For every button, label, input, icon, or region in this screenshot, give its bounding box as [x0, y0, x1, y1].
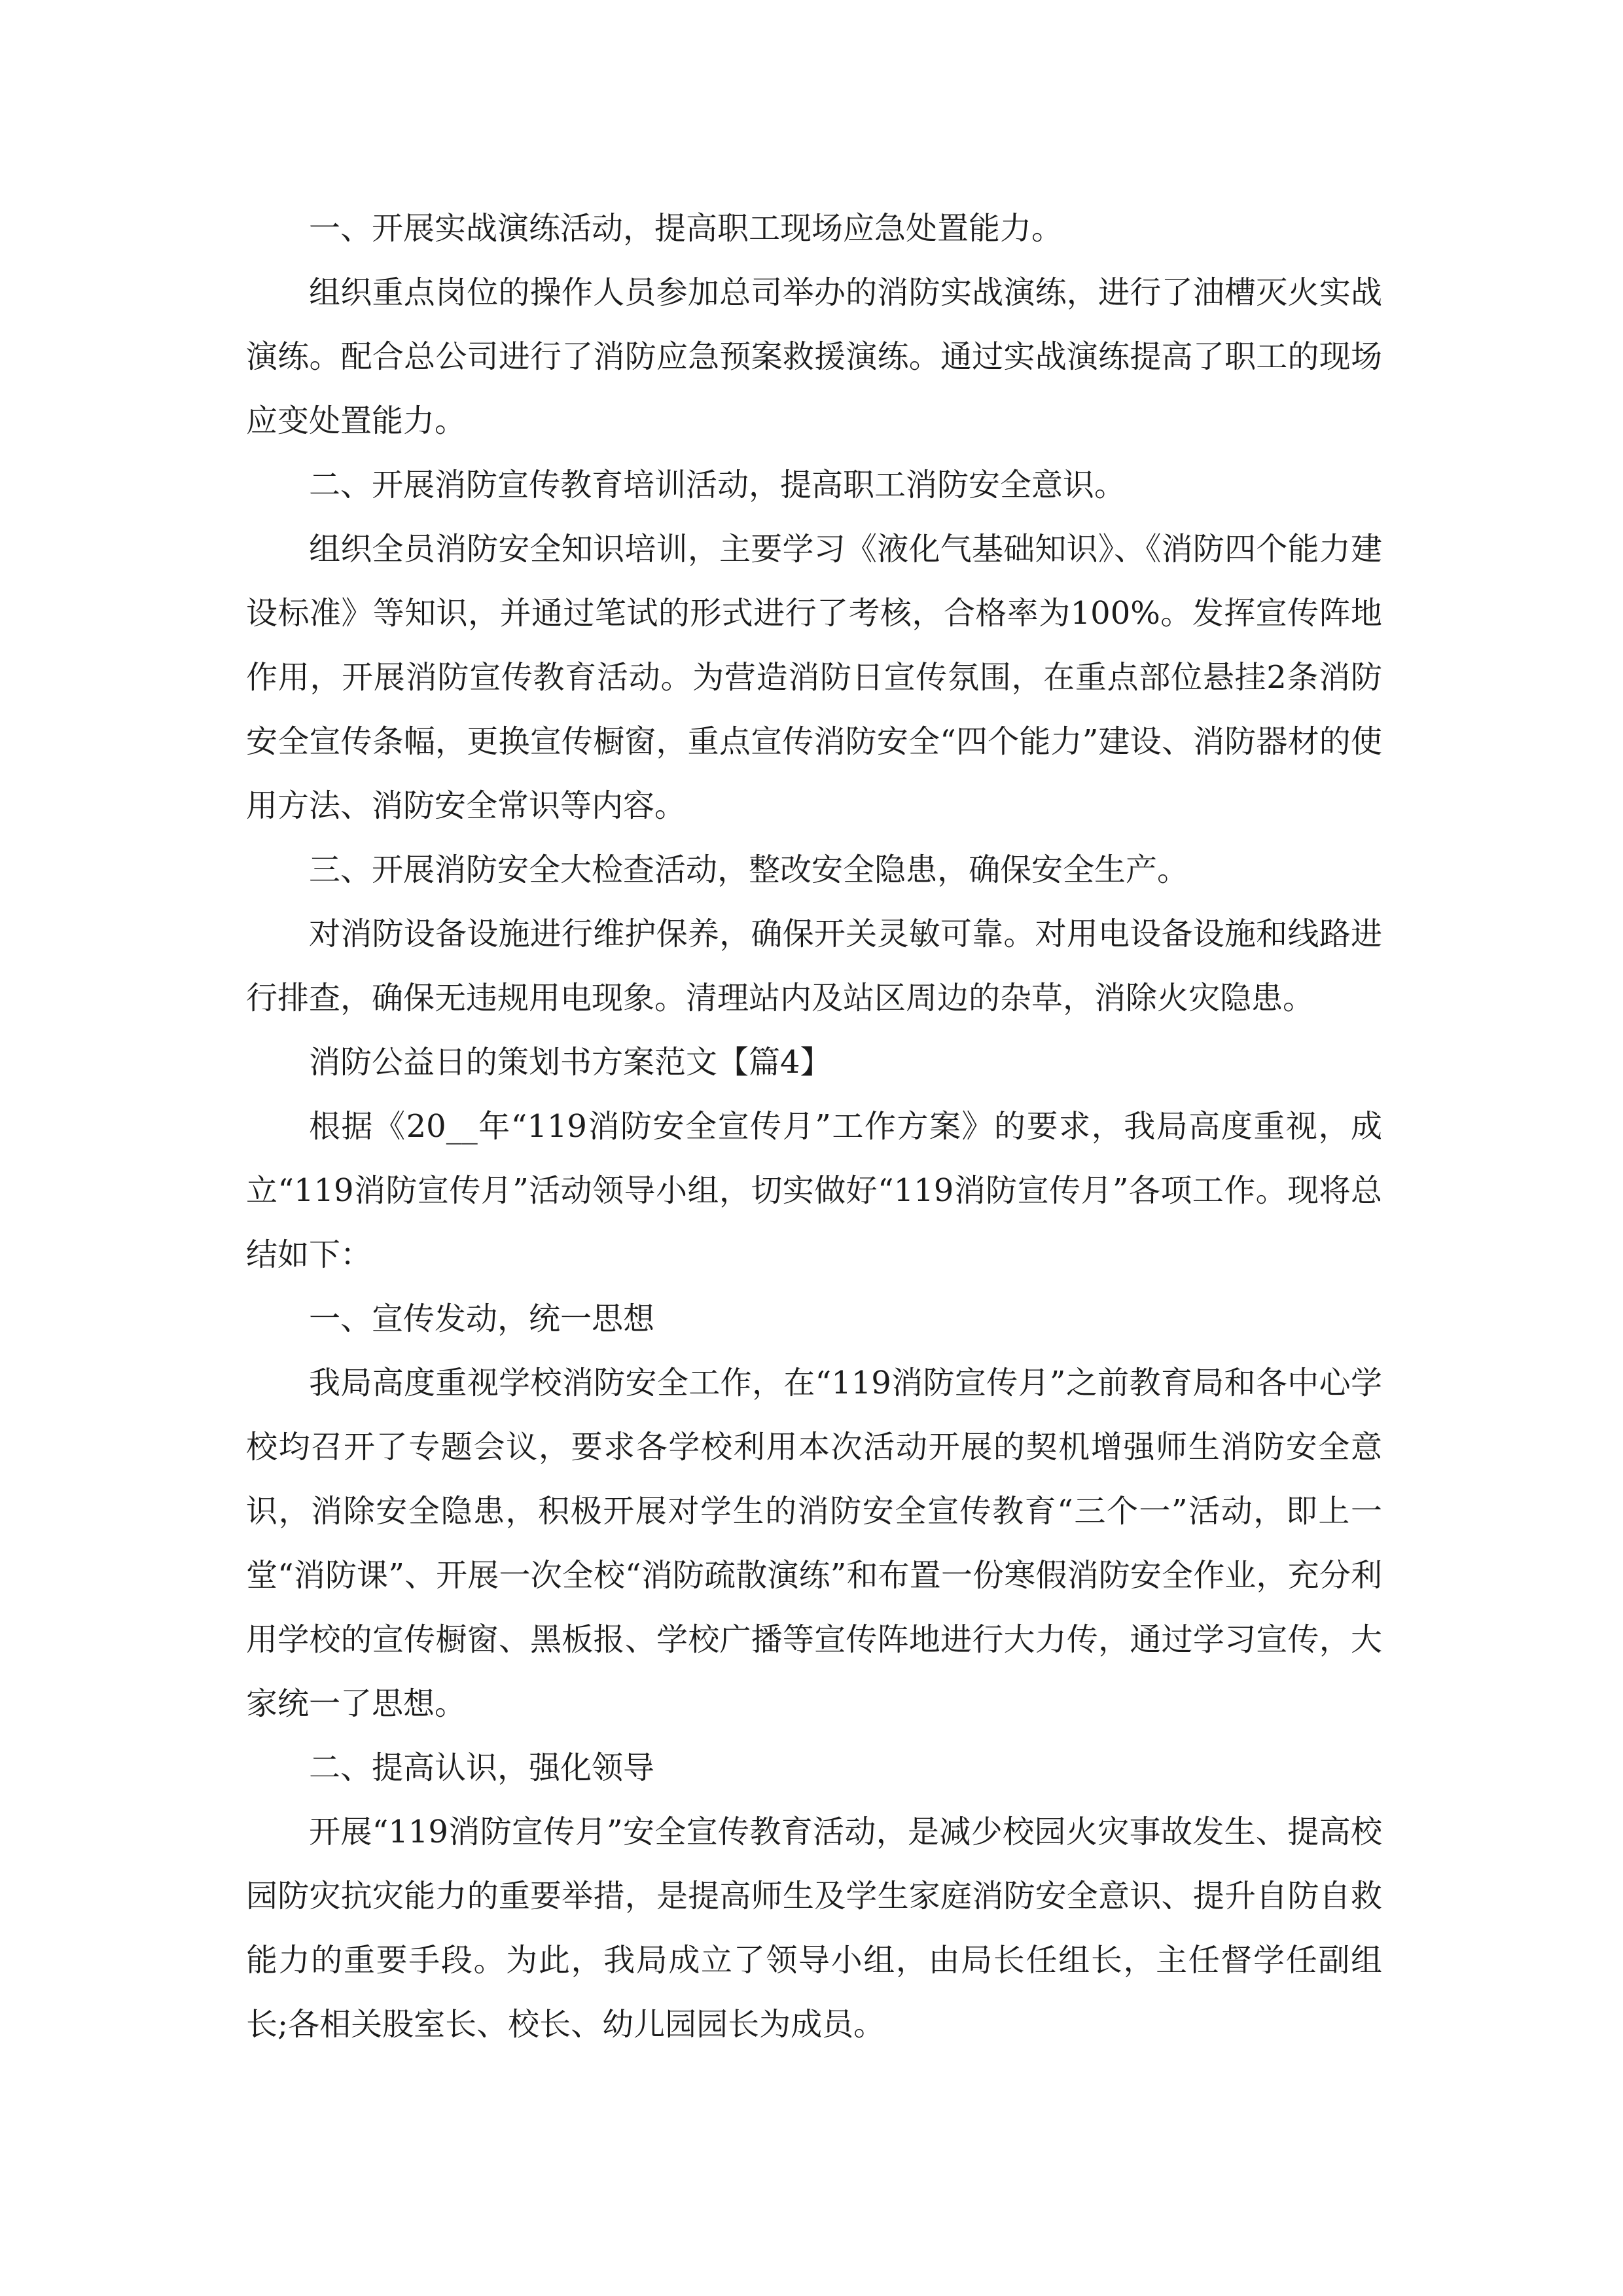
paragraph-leadership-details: 开展“119消防宣传月”安全宣传教育活动，是减少校园火灾事故发生、提高校园防灾抗灾能力的重要举措，是提高师生及学生家庭消防安全意识、提升自防自救能力的重要手段。为此，我局成立了领导小组，由局长任组长，主任督学任副组长;各相关股室长、校长、幼儿园园长为成员。: [246, 1814, 1382, 2043]
document-body: [246, 196, 1382, 2056]
heading-mobilization: 一、宣传发动，统一思想: [309, 1300, 655, 1337]
heading-leadership: 二、提高认识，强化领导: [309, 1749, 655, 1786]
paragraph-training-details: 组织全员消防安全知识培训，主要学习《液化气基础知识》、《消防四个能力建设标准》等知识，并通过笔试的形式进行了考核，合格率为100%。发挥宣传阵地作用，开展消防宣传教育活动。为营造消防日宣传氛围，在重点部位悬挂2条消防安全宣传条幅，更换宣传橱窗，重点宣传消防安全“四个能力”建设、消防器材的使用方法、消防安全常识等内容。: [246, 531, 1382, 824]
heading-publicity-training: 二、开展消防宣传教育培训活动，提高职工消防安全意识。: [309, 467, 1126, 503]
paragraph-intro: 根据《20__年“119消防安全宣传月”工作方案》的要求，我局高度重视，成立“119消防宣传月”活动领导小组，切实做好“119消防宣传月”各项工作。现将总结如下：: [246, 1108, 1382, 1273]
paragraph-drill-details: 组织重点岗位的操作人员参加总司举办的消防实战演练，进行了油槽灭火实战演练。配合总公司进行了消防应急预案救援演练。通过实战演练提高了职工的现场应变处置能力。: [246, 274, 1382, 439]
heading-drill-activity: 一、开展实战演练活动，提高职工现场应急处置能力。: [309, 210, 1063, 247]
section-title-part4: 消防公益日的策划书方案范文【篇4】: [309, 1044, 832, 1081]
heading-safety-inspection: 三、开展消防安全大检查活动，整改安全隐患，确保安全生产。: [309, 852, 1189, 888]
paragraph-inspection-details: 对消防设备设施进行维护保养，确保开关灵敏可靠。对用电设备设施和线路进行排查，确保无违规用电现象。清理站内及站区周边的杂草，消除火灾隐患。: [246, 916, 1382, 1016]
paragraph-mobilization-details: 我局高度重视学校消防安全工作，在“119消防宣传月”之前教育局和各中心学校均召开了专题会议，要求各学校利用本次活动开展的契机增强师生消防安全意识，消除安全隐患，积极开展对学生的消防安全宣传教育“三个一”活动，即上一堂“消防课”、开展一次全校“消防疏散演练”和布置一份寒假消防安全作业，充分利用学校的宣传橱窗、黑板报、学校广播等宣传阵地进行大力传，通过学习宣传，大家统一了思想。: [246, 1365, 1382, 1722]
